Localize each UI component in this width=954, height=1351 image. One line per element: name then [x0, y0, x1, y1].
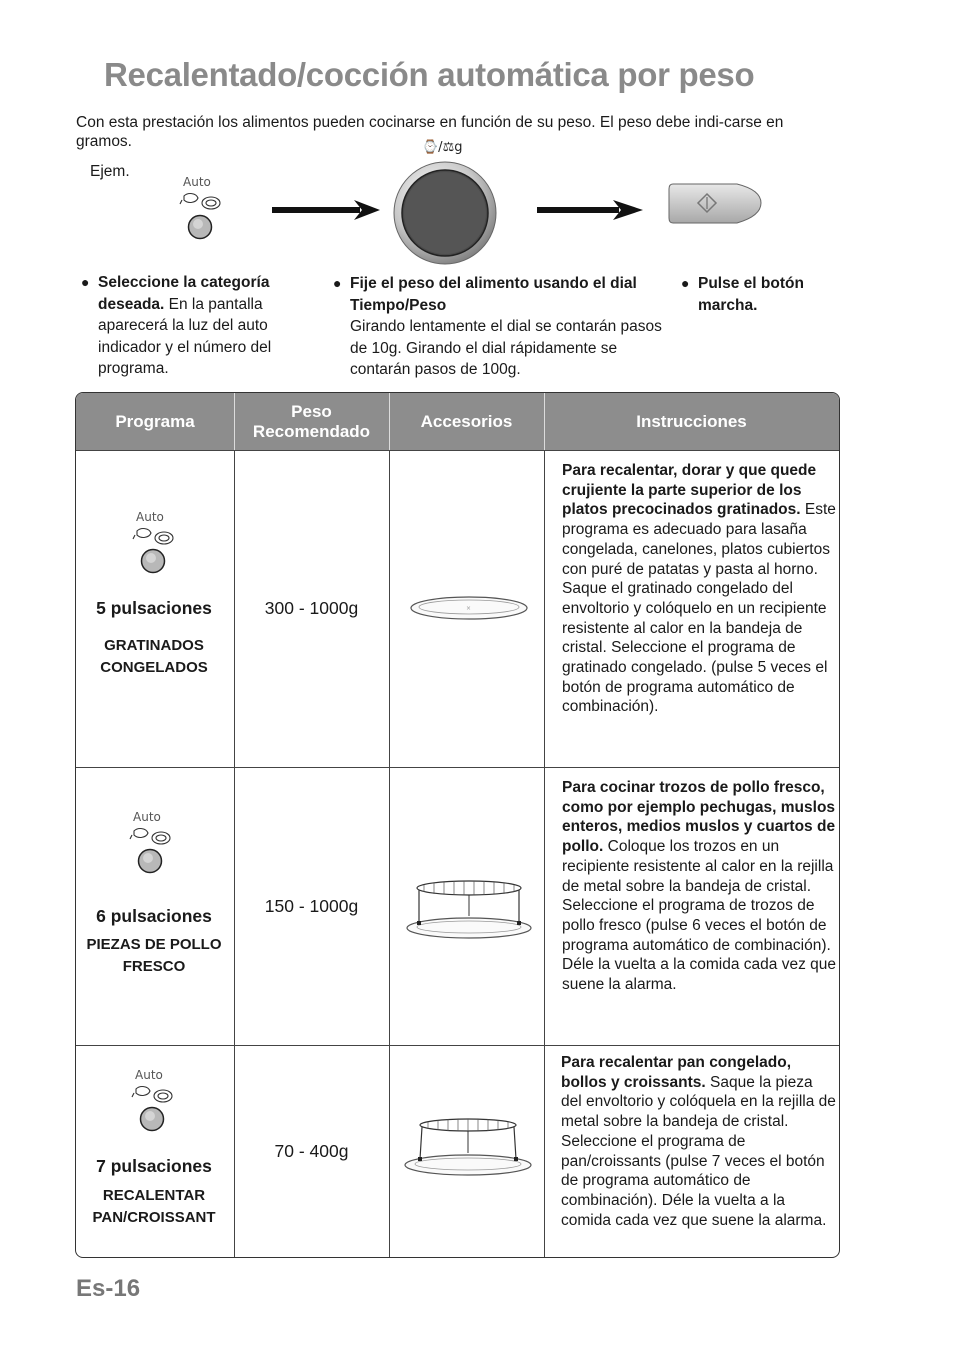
row-2-auto-label: Auto — [133, 810, 161, 824]
row-3-instructions — [561, 1053, 837, 1230]
auto-button-icon — [128, 825, 178, 877]
arrow-right-icon — [537, 200, 647, 220]
page-title: Recalentado/cocción automática por peso — [104, 56, 755, 93]
start-button[interactable] — [667, 182, 763, 226]
high-rack-on-tray-icon — [401, 1115, 536, 1177]
row-1-count: 5 pulsaciones — [96, 598, 212, 618]
row-1-instructions — [562, 461, 838, 717]
row-3-weight: 70 - 400g — [274, 1141, 349, 1161]
svg-text:×: × — [466, 605, 472, 612]
step-2-bold: Fije el peso del alimento usando el dial Tiempo/Peso — [350, 275, 637, 314]
step-2: ● Fije el peso del alimento usando el dial Tiempo/Peso Girando lentamente el dial se contarán pasos de 10g. Girando el dial rápidamente se contarán pasos de 100g. — [350, 273, 675, 381]
intro-text: Con esta prestación los alimentos pueden cocinarse en función de su peso. El peso debe indi-carse en gramos. — [76, 114, 784, 150]
row-3-instr-bold: Para recalentar pan congelado, bollos y croissants. — [561, 1054, 792, 1091]
header-accesorios: Accesorios — [420, 411, 513, 431]
row-3-auto-label: Auto — [135, 1068, 163, 1082]
example-label: Ejem. — [90, 163, 130, 180]
auto-label: Auto — [183, 175, 211, 189]
row-1-instr-text: Este programa es adecuado para lasaña congelada, canelones, platos cubiertos con puré de patatas y pasta al horno. Saque el gratinado congelado del envoltorio y colóquelo en un recipiente resistente al calor en la bandeja de cristal. Seleccione el programa de gratinado congelado. (pulse 5 veces el botón de programa automático de combinación). — [562, 501, 836, 716]
header-instrucciones: Instrucciones — [636, 411, 747, 431]
step-1: ● Seleccione la categoría deseada. En la pantalla aparecerá la luz del auto indicador y el número del programa. — [81, 274, 272, 377]
row-1-instr-bold: Para recalentar, dorar y que quede crujiente la parte superior de los platos precocinados gratinados. — [562, 462, 817, 519]
page-number: Es-16 — [76, 1275, 141, 1302]
row-2-instructions — [562, 778, 838, 995]
auto-button-icon — [130, 1083, 180, 1135]
auto-button-icon — [178, 190, 228, 244]
step-3: ● Pulse el botón marcha. — [681, 275, 804, 314]
step-1-bold: Seleccione la categoría deseada. — [98, 274, 270, 313]
row-1-name: GRATINADOS CONGELADOS — [100, 637, 208, 676]
step-1-text: En la pantalla aparecerá la luz del auto indicador y el número del programa. — [98, 295, 272, 377]
row-2-name: PIEZAS DE POLLO FRESCO — [86, 936, 222, 975]
row-3-name: RECALENTAR PAN/CROISSANT — [92, 1187, 216, 1226]
row-2-count: 6 pulsaciones — [96, 906, 212, 926]
glass-tray-icon — [409, 593, 529, 623]
row-1-auto-label: Auto — [136, 510, 164, 524]
step-2-text: Girando lentamente el dial se contarán pasos de 10g. Girando el dial rápidamente se contarán pasos de 100g. — [350, 318, 662, 378]
row-2-weight: 150 - 1000g — [264, 896, 359, 916]
time-weight-dial[interactable] — [392, 160, 498, 266]
row-3-count: 7 pulsaciones — [96, 1156, 212, 1176]
dial-label: ⌚/⚖g — [422, 140, 463, 155]
header-peso: Peso Recomendado — [252, 401, 371, 441]
wire-rack-on-tray-icon — [404, 876, 534, 940]
arrow-right-icon — [272, 200, 382, 220]
row-2-instr-bold: Para cocinar trozos de pollo fresco, como por ejemplo pechugas, muslos enteros, medios muslos y cuartos de pollo. — [562, 779, 836, 856]
row-2-instr-text: Coloque los trozos en un recipiente resistente al calor en la rejilla de metal sobre la bandeja de cristal. Seleccione el programa de trozos de pollo fresco (pulse 6 veces el botón de programa automático de combinación). Déle la vuelta a la comida cada vez que suene la alarma. — [562, 838, 836, 994]
header-programa: Programa — [115, 411, 195, 431]
programs-table — [75, 392, 840, 1258]
row-1-weight: 300 - 1000g — [264, 598, 359, 618]
auto-button-icon — [131, 525, 181, 577]
step-3-bold: Pulse el botón marcha. — [698, 275, 804, 314]
row-3-instr-text: Saque la pieza del envoltorio y colóquela en la rejilla de metal sobre la bandeja de cristal. Seleccione el programa de pan/croissants (pulse 7 veces el botón de programa automático de combinación). Déle la vuelta a la comida cada vez que suene la alarma. — [561, 1073, 836, 1229]
